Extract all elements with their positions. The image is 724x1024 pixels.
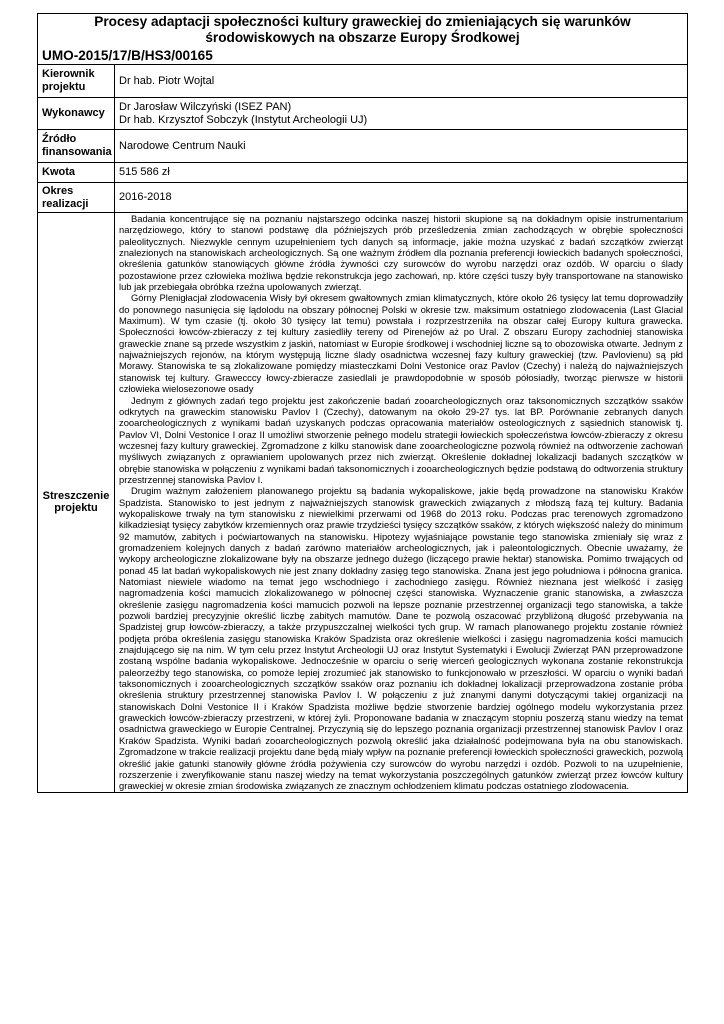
- title-row: [38, 14, 688, 65]
- funding-value: Narodowe Centrum Nauki: [115, 130, 688, 163]
- period-row: [38, 183, 688, 213]
- period-value: 2016-2018: [115, 183, 688, 213]
- funding-label: Źródło finansowania: [38, 130, 115, 163]
- funding-row: [38, 130, 688, 163]
- project-id: UMO-2015/17/B/HS3/00165: [42, 48, 213, 63]
- summary-paragraph: Jednym z głównych zadań tego projektu jest zakończenie badań zooarcheologicznych oraz taksonomicznych szczątków ssaków odkrytych na graweckim stanowisku Pavlov I (Czechy), datowanym na około 29-27 tys. lat BP. Porównanie zebranych danych zooarcheologicznych z wynikami badań uzyskanych podczas opracowania materiałów osteologicznych z sąsiednich stanowisk tj. Pavlov VI, Dolni Vestonice I oraz II umożliwi stworzenie pełnego modelu strategii łowieckich społeczeństwa łowców-zbieraczy z okresu wczesnej fazy kultury graweckiej. Zgromadzone z kilku stanowisk dane zooarcheologiczne pozwolą również na odtworzenie zachowań myśliwych związanych z oprawianiem upolowanych przez nich zwierząt. Określenie dokładnej lokalizacji badanych szczątków w obrębie stanowiska w połączeniu z wynikami badań taksonomicznych i zooarcheologicznych będzie podstawą do odtworzenia struktury przestrzennej stanowiska Pavlov I.: [119, 394, 683, 485]
- project-sheet: [37, 13, 687, 793]
- title-cell: [38, 14, 688, 65]
- contractors-value: [115, 98, 688, 130]
- summary-row: [38, 213, 688, 793]
- summary-paragraph: Badania koncentrujące się na poznaniu najstarszego odcinka naszej historii skupione są na dokładnym opisie instrumentarium narzędziowego, który to stanowi podstawę dla późniejszych prób prześledzenia zmian zachodzących w obrębie społeczności paleolitycznych. Niezwykle cennym uzupełnieniem tych danych są informacje, jakie można uzyskać z badań szczątków zwierząt znalezionych na stanowiskach archeologicznych. Są one ważnym źródłem dla poznania preferencji łowieckich badanych społeczności, określenia gatunków stanowiących główne źródła żywności czy surowców do wyrobu narzędzi oraz ozdób. W oparciu o ślady pozostawione przez człowieka możliwa będzie rekonstrukcja jego zachowań, np. które części tuszy były transportowane na stanowisko lub jak przebiegała obróbka rzeźna upolowanych zwierząt.: [119, 213, 683, 293]
- amount-value: 515 586 zł: [115, 163, 688, 183]
- amount-label: Kwota: [38, 163, 115, 183]
- document-title: Procesy adaptacji społeczności kultury graweckiej do zmieniających się warunków środowiskowych na obszarze Europy Środkowej: [94, 14, 631, 45]
- contractor-2: Dr hab. Krzysztof Sobczyk (Instytut Archeologii UJ): [119, 113, 368, 126]
- summary-label: Streszczenie projektu: [38, 213, 115, 793]
- period-label: Okres realizacji: [38, 183, 115, 213]
- manager-label: Kierownik projektu: [38, 65, 115, 98]
- manager-value: Dr hab. Piotr Wojtal: [115, 65, 688, 98]
- summary-paragraph: Górny Plenigłacjał zlodowacenia Wisły był okresem gwałtownych zmian klimatycznych, które około 26 tysięcy lat temu doprowadziły do ponownego nasunięcia się lądolodu na obszary północnej Polski w okresie tzw. maksimum ostatniego zlodowacenia (Last Glacial Maximum). W tym czasie (tj. około 30 tysięcy lat temu) powstała i rozprzestrzeniła na obszar całej Europy kultura grawecka. Społeczności łowców-zbieraczy z tej kultury zasiedliły tereny od Pirenejów aż po Ural. Z obszaru Europy zachodniej stanowiska graweckie znane są przede wszystkim z jaskiń, natomiast w Europie środkowej i wschodniej liczne są to obozowiska otwarte. Jednym z najważniejszych rejonów, na którym występują liczne ślady osadnictwa wczesnej fazy kultury graweckiej (tzw. Pavlovienu) są płd Morawy. Stanowiska te są zlokalizowane pomiędzy miasteczkami Dolni Vestonice oraz Pavlov (Czechy) i należą do najważniejszych stanowisk tej kultury. Grawecccy łowcy-zbieracze zasiedlali je prawdopodobnie w sposób półosiadły, tworząc pierwsze w historii człowieka wielosezonowe osady: [119, 292, 683, 395]
- manager-row: [38, 65, 688, 98]
- contractor-1: Dr Jarosław Wilczyński (ISEZ PAN): [119, 100, 292, 113]
- project-table: [37, 13, 688, 793]
- summary-text: [115, 213, 688, 793]
- summary-paragraph: Drugim ważnym założeniem planowanego projektu są badania wykopaliskowe, jakie będą prowadzone na stanowisku Kraków Spadzista. Stanowisko to jest jednym z najważniejszych stanowisk graweckich związanych z młodszą fazą tej kultury. Badania wykopaliskowe trwały na tym stanowisku z niewielkimi przerwami od 1968 do 2013 roku. Podczas prac terenowych zgromadzono kilkadziesiąt tysięcy zabytków krzemiennych oraz prawie trzydzieści tysięcy szczątków ssaków, z których większość należy do minimum 92 mamutów, zabitych i poćwiartowanych na stanowisku. Hipotezy wyjaśniające powstanie tego stanowiska zmieniały się wraz z gromadzeniem kolejnych danych z badań zarówno materiałów archeologicznych, jak i paleontologicznych. Obecnie uważamy, że wykopy archeologiczne zlokalizowane były na obszarze jednego dużego (liczącego prawie hektar) stanowiska. Pomimo trwających od ponad 45 lat badań wykopaliskowych nie jest znany dokładny zasięg tego stanowiska. Znana jest jego południowa i północna granica. Natomiast niewiele wiadomo na temat jego wschodniego i zachodniego zasięgu. Również nieznana jest wielkość i zasięg nagromadzenia kości mamucich zlokalizowanego w północnej części stanowiska. Wyznaczenie granic stanowiska, a zwłaszcza określenie zasięgu nagromadzenia kości mamucich pozwoli na lepsze poznanie przestrzennej organizacji tego stanowiska, a także pozwoli bardziej precyzyjnie określić liczbę zabitych mamutów. Dane te pozwolą oszacować przybliżoną długość przebywania na Spadzistej grup łowców-zbieraczy, a także przypuszczalnej wielkości tych grup. W ramach planowanego projektu zostanie również podjęta próba określenia zasięgu stanowiska Kraków Spadzista oraz określenie wielkości i zasięgu nagromadzenia kości mamucich znajdującego się na nim. W tym celu przez Instytut Archeologii UJ oraz Instytut Systematyki i Ewolucji Zwierząt PAN przeprowadzone zostaną wspólne badania wykopaliskowe. Jednocześnie w oparciu o serię wierceń geologicznych wykonana zostanie rekonstrukcja paleorzeźby tego stanowiska, co pomoże lepiej zrozumieć jak stanowisko to funkcjonowało w przeszłości. W oparciu o wyniki badań taksonomicznych i zooarcheologicznych szczątków ssaków oraz poznaniu ich dokładnej lokalizacji przeprowadzona zostanie próba określenia struktury przestrzennej stanowiska Pavlov I. W połączeniu z już znanymi danymi dotyczącymi takiej organizacji na stanowiskach Dolni Vestonice II i Kraków Spadzista możliwe będzie stworzenie bardziej ogólnego modelu wykorzystania przez graweckich łowców-zbieraczy przestrzeni, w której żyli. Proponowane badania w znaczącym stopniu poszerzą stanu wiedzy na temat osadnictwa graweckiego w Europie Centralnej. Przyczynią się do lepszego poznania organizacji przestrzennej stanowisk Pavlov I oraz Kraków Spadzista. Wyniki badań zooarcheologicznych pozwolą określić jaka działalność podejmowana była na obu stanowiskach. Zgromadzone w trakcie realizacji projektu dane będą miały wpływ na poznanie preferencji łowieckich społeczności graweckich, pozwolą określić jakie gatunki stanowiły główne źródła pożywienia czy surowców do wyrobu narzędzi i ozdób. Pozwoli to na uzupełnienie, rozszerzenie i zweryfikowanie stanu naszej wiedzy na temat wykorzystania poszczególnych gatunków zwierząt przez łowców kultury graweckiej w okresie zmian środowiska związanych ze znacznym ochłodzeniem klimatu podczas ostatniego zlodowacenia.: [119, 485, 683, 792]
- contractors-label: Wykonawcy: [38, 98, 115, 130]
- amount-row: [38, 163, 688, 183]
- contractors-row: [38, 98, 688, 130]
